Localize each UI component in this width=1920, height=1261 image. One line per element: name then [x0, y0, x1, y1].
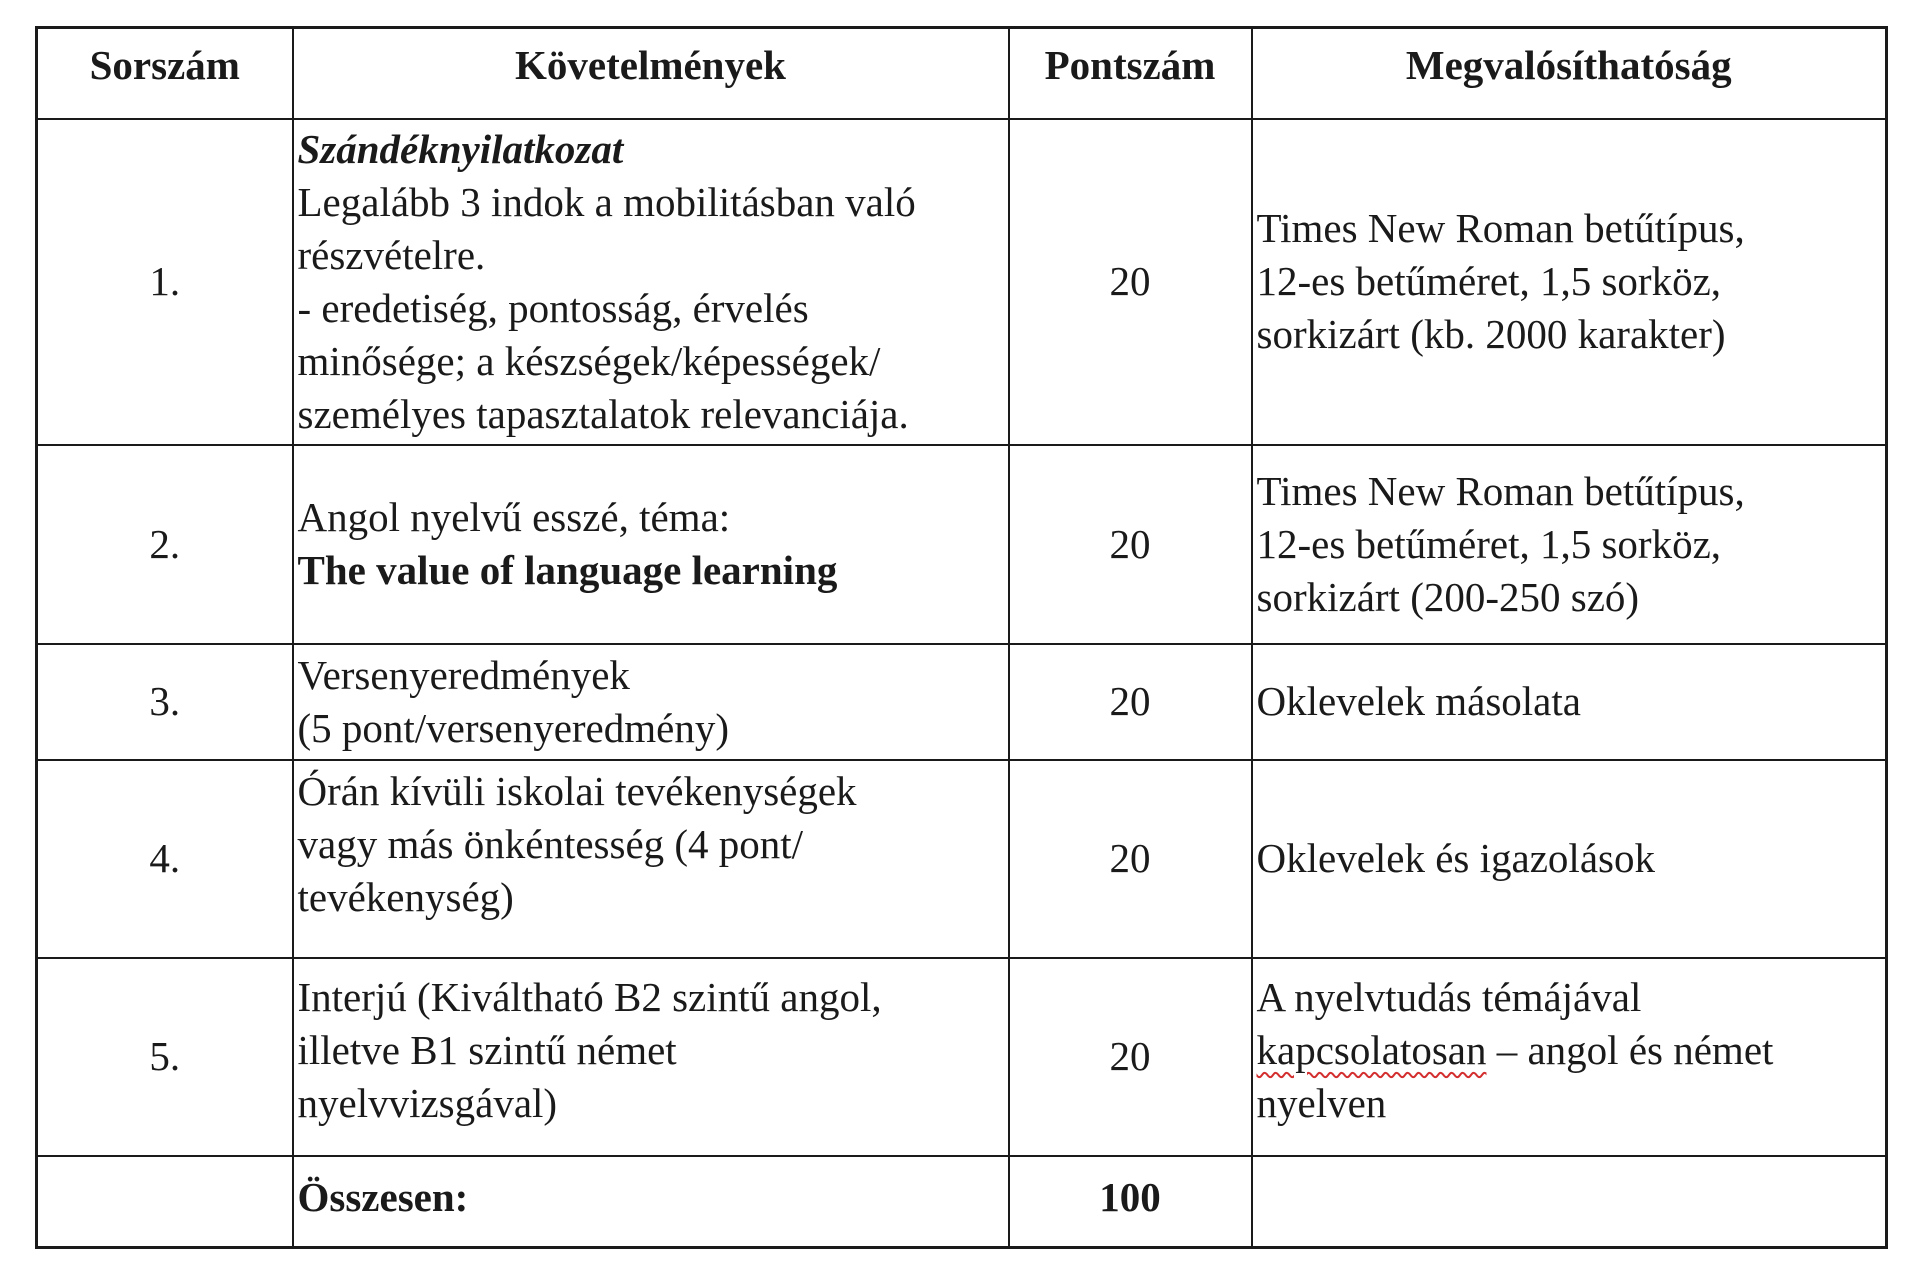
feasibility-line: Times New Roman betűtípus,	[1256, 205, 1745, 251]
feasibility-line: A nyelvtudás témájával	[1256, 973, 1642, 1020]
spellcheck-word[interactable]: kapcsolatosan	[1256, 1026, 1487, 1073]
feasibility-line	[1257, 1024, 1882, 1077]
table-row	[37, 760, 1887, 958]
requirement-line: (5 pont/versenyeredmény)	[297, 704, 729, 751]
requirement-line: illetve B1 szintű német	[297, 1026, 677, 1073]
total-points: 100	[1009, 1156, 1252, 1248]
feasibility-line: 12-es betűméret, 1,5 sorköz,	[1256, 258, 1722, 304]
row-number: 5.	[37, 958, 293, 1156]
feasibility-line: Oklevelek és igazolások	[1256, 835, 1655, 881]
requirement-line: - eredetiség, pontosság, érvelés	[297, 284, 809, 331]
feasibility-line: 12-es betűméret, 1,5 sorköz,	[1256, 520, 1722, 567]
requirement-cell	[293, 760, 1009, 958]
requirement-cell	[293, 958, 1009, 1156]
feasibility-line: Times New Roman betűtípus,	[1256, 467, 1745, 514]
header-row	[37, 28, 1887, 119]
requirement-line: személyes tapasztalatok relevanciája.	[297, 390, 909, 437]
requirement-line: részvételre.	[297, 231, 486, 278]
feasibility-cell	[1252, 445, 1887, 644]
header-pontszam: Pontszám	[1009, 28, 1252, 119]
requirement-line: tevékenység)	[297, 873, 514, 920]
table-row	[37, 445, 1887, 644]
empty-cell	[1252, 1156, 1887, 1248]
row-number: 2.	[37, 445, 293, 644]
header-megvalosithatosag: Megvalósíthatóság	[1252, 28, 1887, 119]
feasibility-text: – angol és német	[1486, 1026, 1774, 1073]
row-number: 1.	[37, 119, 293, 445]
requirement-line: Interjú (Kiváltható B2 szintű angol,	[297, 973, 882, 1020]
feasibility-line: Oklevelek másolata	[1256, 678, 1581, 724]
requirement-cell	[293, 119, 1009, 445]
table-row	[37, 644, 1887, 760]
feasibility-cell	[1252, 644, 1887, 760]
feasibility-cell	[1252, 760, 1887, 958]
points-cell: 20	[1009, 644, 1252, 760]
feasibility-line: nyelven	[1256, 1079, 1387, 1126]
feasibility-line: sorkizárt (200-250 szó)	[1256, 573, 1640, 620]
points-cell: 20	[1009, 119, 1252, 445]
requirement-title: Szándéknyilatkozat	[297, 125, 624, 172]
essay-topic: The value of language learning	[297, 547, 838, 593]
requirement-line: Angol nyelvű esszé, téma:	[297, 494, 731, 540]
requirement-line: nyelvvizsgával)	[297, 1079, 558, 1126]
feasibility-cell	[1252, 119, 1887, 445]
requirement-cell	[293, 445, 1009, 644]
requirements-table	[35, 26, 1888, 1249]
total-label: Összesen:	[293, 1156, 1009, 1248]
requirement-cell	[293, 644, 1009, 760]
requirement-line: Legalább 3 indok a mobilitásban való	[297, 178, 916, 225]
points-cell: 20	[1009, 445, 1252, 644]
total-row	[37, 1156, 1887, 1248]
feasibility-cell	[1252, 958, 1887, 1156]
row-number: 4.	[37, 760, 293, 958]
points-cell: 20	[1009, 760, 1252, 958]
row-number: 3.	[37, 644, 293, 760]
empty-cell	[37, 1156, 293, 1248]
table-row	[37, 958, 1887, 1156]
header-kovetelmenyek: Követelmények	[293, 28, 1009, 119]
requirement-line: vagy más önkéntesség (4 pont/	[297, 820, 804, 867]
requirement-line: Órán kívüli iskolai tevékenységek	[297, 767, 857, 814]
requirement-line: Versenyeredmények	[297, 651, 630, 698]
points-cell: 20	[1009, 958, 1252, 1156]
table-row	[37, 119, 1887, 445]
requirement-line: minősége; a készségek/képességek/	[297, 337, 881, 384]
feasibility-line: sorkizárt (kb. 2000 karakter)	[1256, 311, 1726, 357]
header-sorszam: Sorszám	[37, 28, 293, 119]
